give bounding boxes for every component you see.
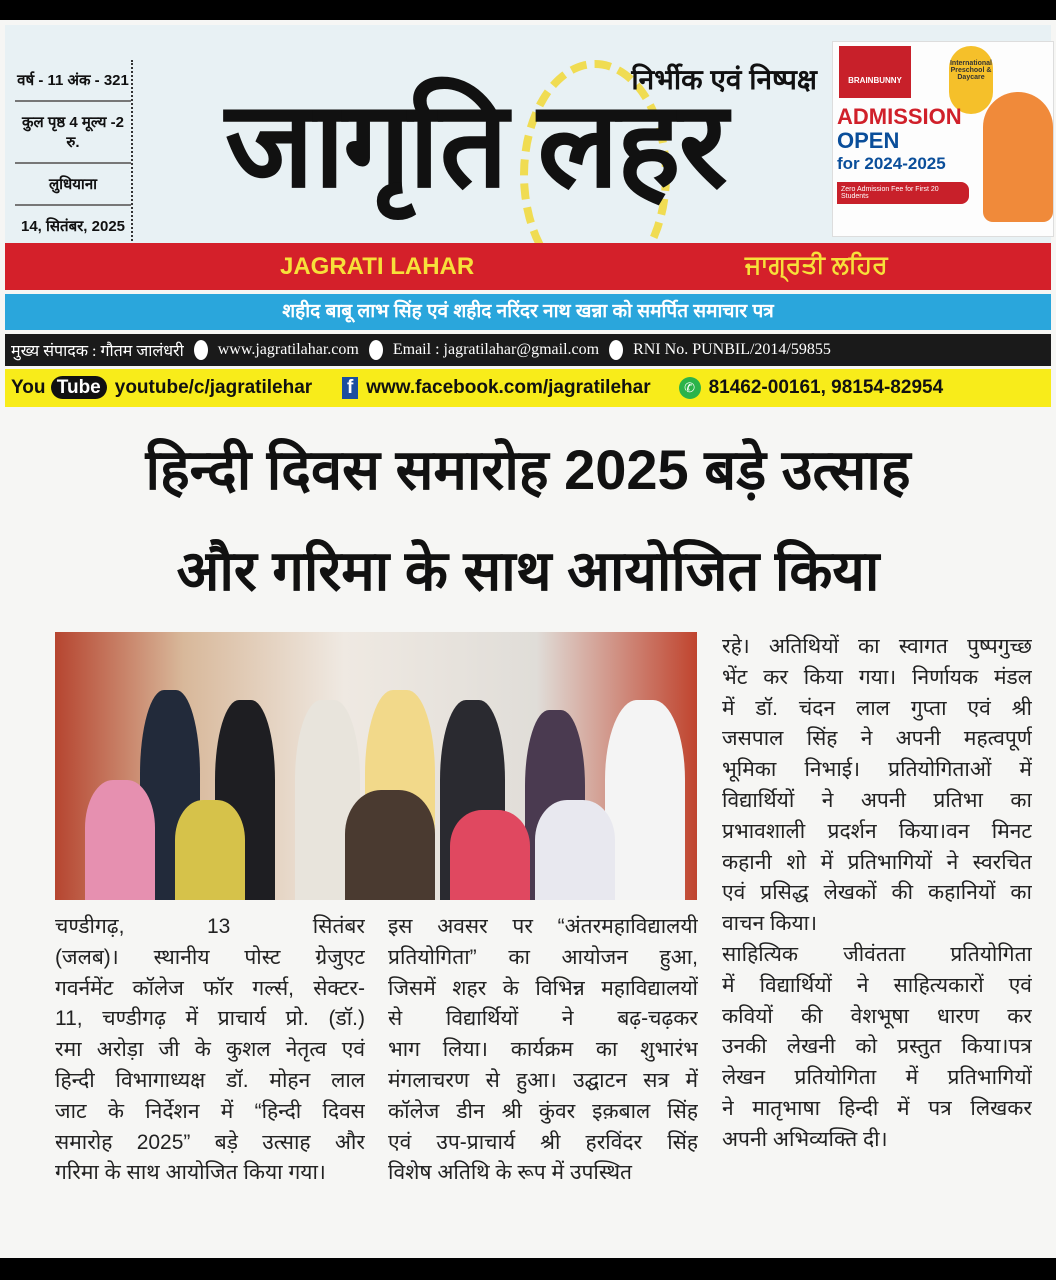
article-line: साहित्यिक जीवंतता प्रतियोगिता (722, 942, 1032, 966)
article-line: लेखन प्रतियोगिता में प्रतिभागियों (722, 1066, 1032, 1090)
newspaper-logo: जागृति लहर (225, 78, 726, 212)
youtube-you: You (11, 377, 46, 398)
article-line: भूमिका निभाई। प्रतियोगिताओं में (722, 758, 1032, 782)
article-line: जसपाल सिंह ने अपनी महत्वपूर्ण (722, 727, 1032, 751)
social-bar (5, 369, 1051, 407)
issue-info (15, 60, 133, 248)
article-line: से विद्यार्थियों ने बढ़-चढ़कर (388, 1007, 698, 1031)
article-column-2 (388, 912, 698, 1189)
article-line: उनकी लेखनी को प्रस्तुत किया।पत्र (722, 1035, 1032, 1059)
email-link[interactable]: Email : jagratilahar@gmail.com (392, 341, 600, 358)
bullet-icon (369, 340, 383, 360)
article-line: गवर्नमेंट कॉलेज फॉर गर्ल्स, सेक्टर- (55, 976, 365, 1000)
info-bar (5, 334, 1051, 366)
event-photo (55, 632, 697, 900)
article-line: कहानी शो में प्रतिभागियों ने स्वरचित (722, 850, 1032, 874)
article-line: एवं प्रसिद्ध लेखकों की कहानियों का (722, 881, 1032, 905)
bullet-icon (609, 340, 623, 360)
newspaper-page (0, 20, 1056, 1258)
dedication: शहीद बाबू लाभ सिंह एवं शहीद नरिंदर नाथ खन्ना को समर्पित समाचार पत्र (5, 294, 1051, 330)
article-line: भेंट कर किया गया। निर्णायक मंडल (722, 665, 1032, 689)
ad-child-illustration (983, 92, 1053, 222)
article-line: भाग लिया। कार्यक्रम का शुभारंभ (388, 1038, 698, 1062)
article-line: कॉलेज डीन श्री कुंवर इक़बाल सिंह (388, 1099, 698, 1123)
whatsapp-icon: ✆ (679, 377, 701, 399)
ad-zero-fee: Zero Admission Fee for First 20 Students (837, 182, 969, 204)
article-line: में विद्यार्थियों ने साहित्यकारों एवं (722, 973, 1032, 997)
phone-numbers: 81462-00161, 98154-82954 (708, 377, 944, 398)
article-line: हिन्दी विभागाध्यक्ष डॉ. मोहन लाल (55, 1068, 365, 1092)
article-line: जिसमें शहर के विभिन्न महाविद्यालयों (388, 976, 698, 1000)
article-line: प्रतियोगिता” का आयोजन हुआ, (388, 945, 698, 969)
youtube-icon (11, 377, 107, 399)
ad-open: OPEN (837, 128, 900, 153)
facebook-link[interactable]: www.facebook.com/jagratilehar (366, 377, 651, 398)
ad-brand: BRAINBUNNY (839, 46, 911, 98)
article-line: विद्यार्थियों ने अपनी प्रतिभा का (722, 788, 1032, 812)
issue-date: 14, सितंबर, 2025 (15, 206, 131, 248)
article-column-1 (55, 912, 365, 1189)
issue-city: लुधियाना (15, 164, 131, 206)
issue-pages-price: कुल पृष्ठ 4 मूल्य -2 रु. (15, 102, 131, 164)
title-punjabi: ਜਾਗ੍ਰਤੀ ਲਹਿਰ (745, 251, 888, 279)
article-line: अपनी अभिव्यक्ति दी। (722, 1127, 888, 1151)
facebook-icon: f (342, 377, 358, 399)
article-line: समारोह 2025” बड़े उत्साह और (55, 1130, 365, 1154)
masthead (5, 25, 1051, 243)
article-line: वाचन किया। (722, 912, 818, 936)
article-line: जाट के निर्देशन में “हिन्दी दिवस (55, 1099, 365, 1123)
article-line: कवियों की वेशभूषा धारण कर (722, 1004, 1032, 1028)
title-english: JAGRATI LAHAR (280, 253, 475, 280)
ad-intl: International Preschool & Daycare (949, 46, 993, 114)
website-link[interactable]: www.jagratilahar.com (217, 341, 359, 358)
ad-admission: ADMISSION (837, 104, 962, 129)
article-line: मंगलाचरण से हुआ। उद्घाटन सत्र में (388, 1068, 698, 1092)
issue-volume: वर्ष - 11 अंक - 321 (15, 60, 131, 102)
article-line: इस अवसर पर “अंतरमहाविद्यालयी (388, 915, 698, 938)
article-line: में डॉ. चंदन लाल गुप्ता एवं श्री (722, 696, 1032, 720)
admission-ad (832, 41, 1054, 237)
article-headline (0, 420, 1056, 622)
headline-line: हिन्दी दिवस समारोह 2025 बड़े उत्साह (145, 438, 911, 501)
article-line: 11, चण्डीगढ़ में प्राचार्य प्रो. (डॉ.) (55, 1007, 365, 1031)
title-band (5, 243, 1051, 290)
article-line: (जलब)। स्थानीय पोस्ट ग्रेजुएट (55, 945, 365, 969)
article-column-3 (722, 632, 1032, 1156)
chief-editor: मुख्य संपादक : गौतम जालंधरी (11, 343, 184, 360)
headline-line: और गरिमा के साथ आयोजित किया (176, 538, 880, 602)
article-line: विशेष अतिथि के रूप में उपस्थित (388, 1161, 632, 1185)
youtube-tube: Tube (51, 376, 107, 399)
article-line: रमा अरोड़ा जी के कुशल नेतृत्व एवं (55, 1038, 365, 1062)
article-line: गरिमा के साथ आयोजित किया गया। (55, 1161, 326, 1185)
ad-year: for 2024-2025 (837, 154, 946, 173)
rni-number: RNI No. PUNBIL/2014/59855 (633, 341, 831, 358)
article-line: एवं उप-प्राचार्य श्री हरविंदर सिंह (388, 1130, 698, 1154)
article-line: ने मातृभाषा हिन्दी में पत्र लिखकर (722, 1096, 1032, 1120)
tagline: निर्भीक एवं निष्पक्ष (631, 64, 817, 95)
article-line: प्रभावशाली प्रदर्शन किया।वन मिनट (722, 819, 1032, 843)
article-line: रहे। अतिथियों का स्वागत पुष्पगुच्छ (722, 635, 1032, 658)
article-line: चण्डीगढ़, 13 सितंबर (55, 915, 365, 938)
youtube-link[interactable]: youtube/c/jagratilehar (114, 377, 313, 398)
bullet-icon (194, 340, 208, 360)
